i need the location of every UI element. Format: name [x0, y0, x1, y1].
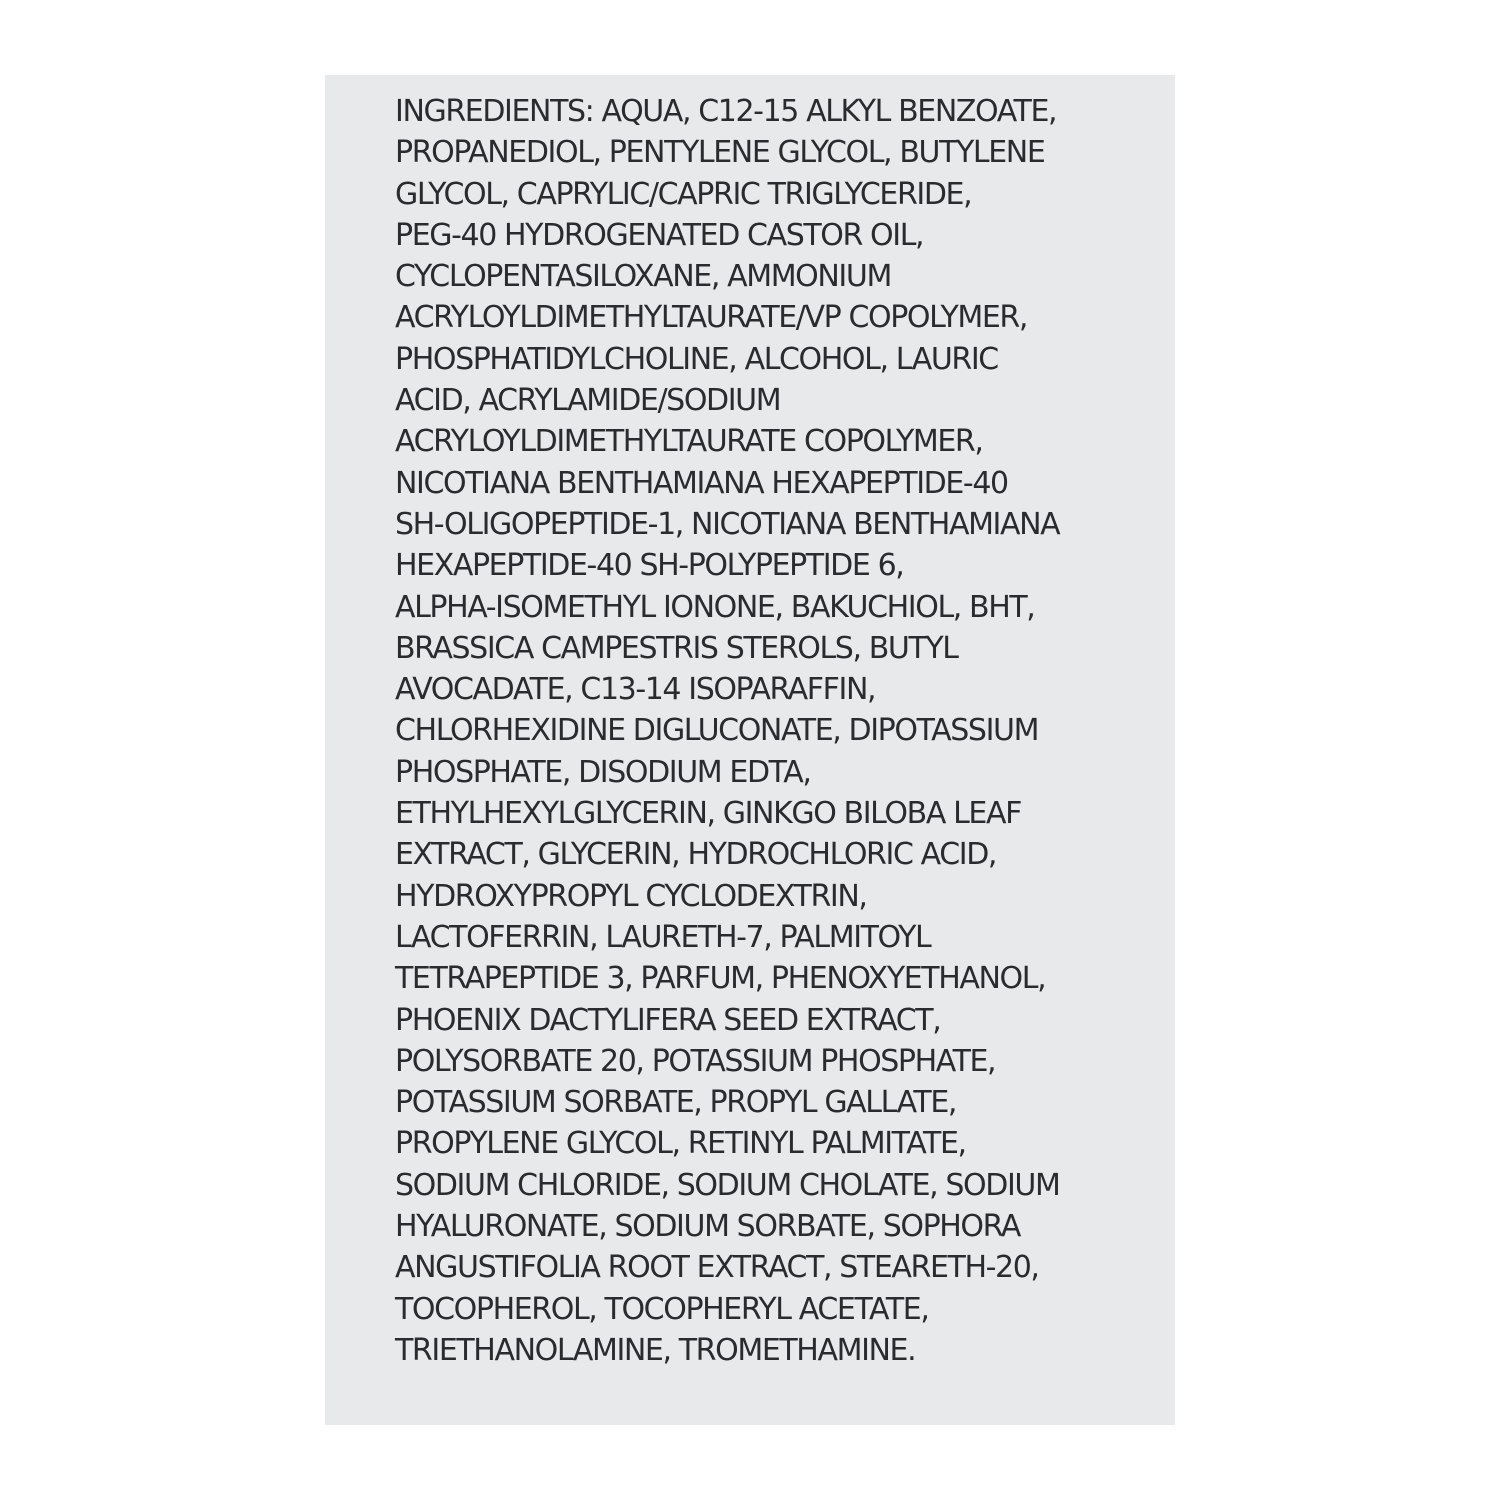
ingredients-line: PHOENIX DACTYLIFERA SEED EXTRACT,	[395, 1002, 941, 1038]
ingredients-line: TRIETHANOLAMINE, TROMETHAMINE.	[395, 1332, 916, 1368]
ingredients-line: INGREDIENTS: AQUA, C12-15 ALKYL BENZOATE,	[395, 94, 1057, 129]
ingredients-line: ETHYLHEXYLGLYCERIN, GINKGO BILOBA LEAF	[395, 796, 1021, 832]
ingredients-line: PROPANEDIOL, PENTYLENE GLYCOL, BUTYLENE	[395, 135, 1045, 171]
ingredients-line: GLYCOL, CAPRYLIC/CAPRIC TRIGLYCERIDE,	[395, 176, 972, 212]
ingredients-line: ACRYLOYLDIMETHYLTAURATE COPOLYMER,	[395, 424, 983, 460]
ingredients-line: POLYSORBATE 20, POTASSIUM PHOSPHATE,	[395, 1043, 996, 1079]
ingredients-line: ALPHA-ISOMETHYL IONONE, BAKUCHIOL, BHT,	[395, 589, 1035, 625]
ingredients-line: PROPYLENE GLYCOL, RETINYL PALMITATE,	[395, 1126, 966, 1162]
ingredients-line: HYALURONATE, SODIUM SORBATE, SOPHORA	[395, 1209, 1020, 1245]
ingredients-line: AVOCADATE, C13-14 ISOPARAFFIN,	[395, 672, 876, 708]
ingredients-line: SH-OLIGOPEPTIDE-1, NICOTIANA BENTHAMIANA	[395, 506, 1060, 542]
ingredients-line: POTASSIUM SORBATE, PROPYL GALLATE,	[395, 1085, 957, 1121]
ingredients-line: BRASSICA CAMPESTRIS STEROLS, BUTYL	[395, 630, 958, 666]
ingredients-line: EXTRACT, GLYCERIN, HYDROCHLORIC ACID,	[395, 837, 997, 873]
ingredients-line: ANGUSTIFOLIA ROOT EXTRACT, STEARETH-20,	[395, 1250, 1039, 1286]
ingredients-line: CHLORHEXIDINE DIGLUCONATE, DIPOTASSIUM	[395, 713, 1039, 749]
ingredients-line: PHOSPHATE, DISODIUM EDTA,	[395, 754, 811, 790]
ingredients-line: PHOSPHATIDYLCHOLINE, ALCOHOL, LAURIC	[395, 341, 998, 377]
ingredients-line: HEXAPEPTIDE-40 SH-POLYPEPTIDE 6,	[395, 548, 904, 584]
ingredients-list	[395, 91, 1059, 1371]
ingredients-line: HYDROXYPROPYL CYCLODEXTRIN,	[395, 878, 867, 914]
ingredients-line: ACRYLOYLDIMETHYLTAURATE/VP COPOLYMER,	[395, 300, 1028, 336]
ingredients-line: TETRAPEPTIDE 3, PARFUM, PHENOXYETHANOL,	[395, 961, 1046, 997]
ingredients-line: CYCLOPENTASILOXANE, AMMONIUM	[395, 259, 891, 295]
ingredients-line: LACTOFERRIN, LAURETH-7, PALMITOYL	[395, 919, 931, 955]
ingredients-line: TOCOPHEROL, TOCOPHERYL ACETATE,	[395, 1291, 929, 1327]
ingredients-line: ACID, ACRYLAMIDE/SODIUM	[395, 383, 781, 419]
ingredients-label-card	[325, 75, 1175, 1425]
ingredients-line: NICOTIANA BENTHAMIANA HEXAPEPTIDE-40	[395, 465, 1008, 501]
ingredients-line: PEG-40 HYDROGENATED CASTOR OIL,	[395, 217, 924, 253]
ingredients-line: SODIUM CHLORIDE, SODIUM CHOLATE, SODIUM	[395, 1167, 1060, 1203]
